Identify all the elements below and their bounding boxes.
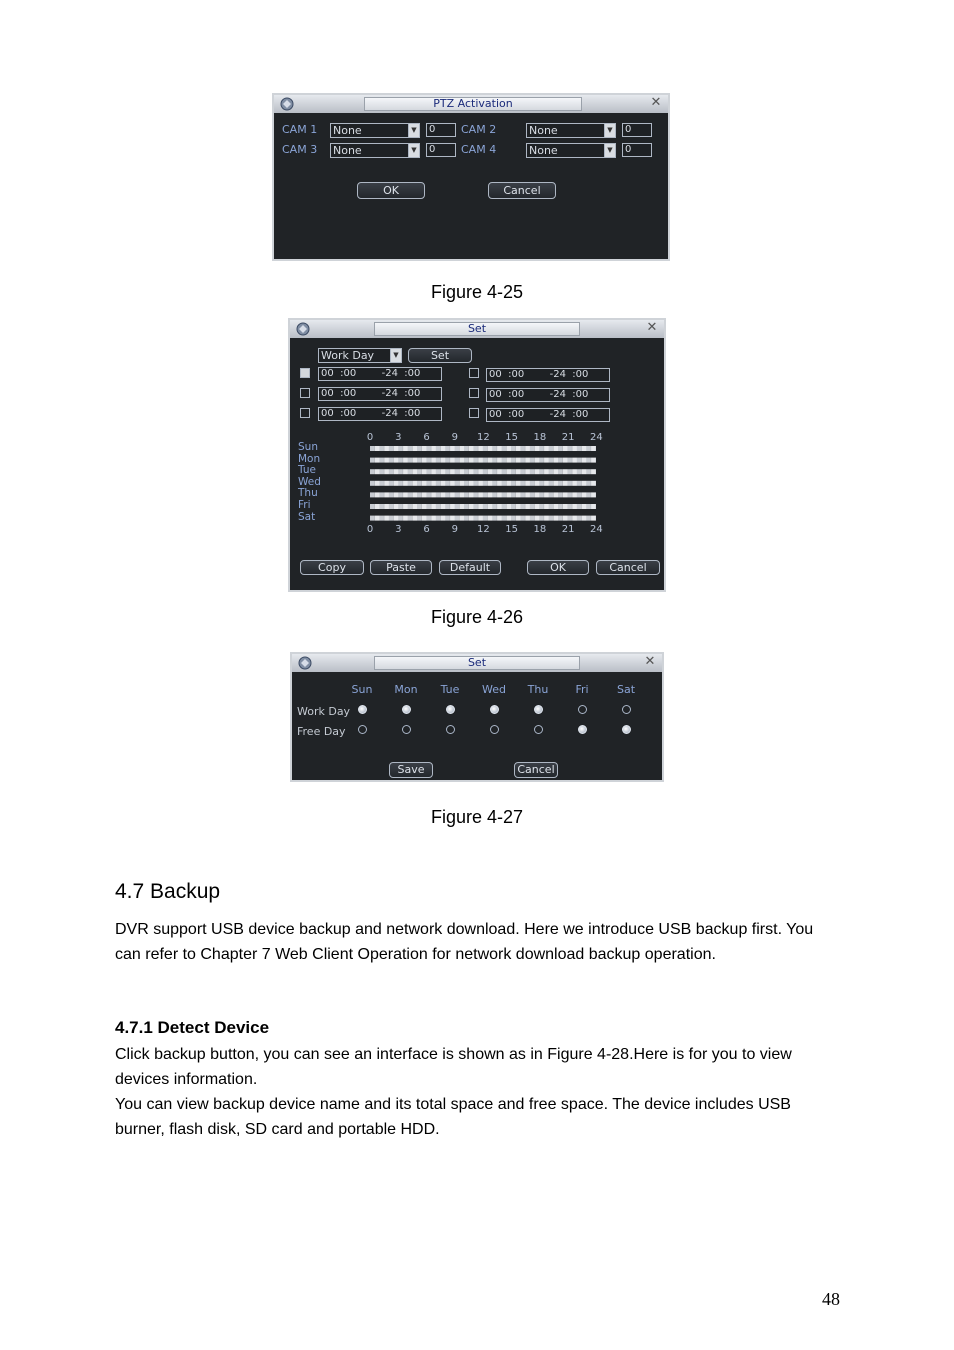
period-time-range[interactable]: 00 :00 -24 :00 — [318, 367, 442, 381]
hour-tick-label: 12 — [477, 432, 490, 443]
cam-label: CAM 1 — [282, 123, 318, 136]
cam1-ptz-select[interactable] — [330, 123, 420, 138]
chevron-down-icon: ▼ — [408, 144, 419, 157]
hour-tick-label: 0 — [366, 524, 374, 535]
figure-caption: Figure 4-25 — [430, 282, 524, 302]
weekday-label: Thu — [527, 683, 549, 696]
free-day-radio[interactable] — [446, 725, 455, 734]
weekday-label: Wed — [482, 683, 506, 696]
hour-tick-label: 3 — [395, 432, 402, 443]
sub-heading: 4.7.1 Detect Device — [115, 1018, 270, 1037]
period-checkbox[interactable] — [469, 388, 479, 398]
hour-tick-label: 18 — [533, 432, 547, 443]
dialog-titlebar — [274, 95, 668, 113]
default-button[interactable]: Default — [439, 560, 501, 575]
close-icon[interactable]: ✕ — [644, 654, 656, 669]
hour-tick-label: 9 — [451, 432, 458, 443]
work-day-radio[interactable] — [622, 705, 631, 714]
day-type-select[interactable] — [318, 348, 402, 363]
page-number: 48 — [822, 1289, 840, 1309]
weekday-label: Mon — [394, 683, 418, 696]
figure-caption: Figure 4-27 — [430, 807, 524, 827]
weekday-label: Fri — [575, 683, 589, 696]
cam-label: CAM 4 — [461, 143, 497, 156]
hour-tick-label: 9 — [451, 524, 458, 535]
hour-tick-label: 3 — [395, 524, 402, 535]
hour-tick-label: 24 — [590, 432, 603, 443]
paragraph: Click backup button, you can see an interface is shown as in Figure 4-28.Here is for you to view devices information. — [115, 1046, 792, 1088]
period-time-range[interactable]: 00 :00 -24 :00 — [486, 368, 610, 382]
dialog-titlebar — [292, 654, 662, 672]
select-value: None — [529, 124, 558, 137]
cancel-button[interactable]: Cancel — [488, 182, 556, 199]
work-day-radio[interactable] — [534, 705, 543, 714]
hour-tick-label: 0 — [366, 432, 374, 443]
period-checkbox[interactable] — [300, 368, 310, 378]
day-label: Tue — [298, 464, 316, 477]
chevron-down-icon: ▼ — [408, 124, 419, 137]
dialog-title: PTZ Activation — [364, 97, 582, 111]
weekday-label: Tue — [440, 683, 460, 696]
day-label: Wed — [298, 475, 321, 488]
work-day-radio[interactable] — [358, 705, 367, 714]
dialog-titlebar — [290, 320, 664, 338]
cam4-ptz-number[interactable]: 0 — [622, 143, 652, 157]
schedule-set-dialog — [288, 318, 666, 592]
cam2-ptz-select[interactable] — [526, 123, 616, 138]
schedule-bars — [370, 444, 596, 521]
hour-tick-label: 18 — [533, 524, 547, 535]
period-checkbox[interactable] — [300, 388, 310, 398]
ok-button[interactable]: OK — [527, 560, 589, 575]
hour-tick-label: 6 — [423, 432, 430, 443]
chevron-down-icon: ▼ — [390, 349, 401, 362]
free-day-radio[interactable] — [534, 725, 543, 734]
day-label: Thu — [298, 487, 318, 500]
day-type-set-dialog — [290, 652, 664, 782]
day-schedule-bar[interactable] — [370, 516, 596, 521]
dvr-logo-icon — [295, 321, 311, 337]
chevron-down-icon: ▼ — [604, 124, 615, 137]
period-time-range[interactable]: 00 :00 -24 :00 — [318, 387, 442, 401]
ok-button[interactable]: OK — [357, 182, 425, 199]
day-label: Sun — [298, 441, 318, 453]
select-value: None — [529, 144, 558, 157]
day-label: Sat — [298, 510, 316, 523]
save-button[interactable]: Save — [389, 762, 433, 778]
cam-label: CAM 2 — [461, 123, 497, 136]
hour-tick-label: 24 — [590, 524, 603, 535]
cam4-ptz-select[interactable] — [526, 143, 616, 158]
hour-tick-label: 21 — [561, 524, 575, 535]
day-label: Fri — [298, 499, 311, 511]
day-label: Mon — [298, 452, 321, 465]
hour-tick-label: 12 — [477, 524, 490, 535]
free-day-radio[interactable] — [402, 725, 411, 734]
work-day-label: Work Day — [297, 705, 351, 718]
free-day-radio[interactable] — [490, 725, 499, 734]
day-schedule-bar[interactable] — [370, 469, 596, 474]
ptz-activation-dialog — [272, 93, 670, 261]
hour-tick-label: 15 — [505, 432, 518, 443]
section-heading: 4.7 Backup — [115, 880, 221, 903]
figure-caption: Figure 4-26 — [430, 607, 524, 627]
weekday-label: Sun — [351, 683, 373, 696]
chevron-down-icon: ▼ — [604, 144, 615, 157]
work-day-radio[interactable] — [490, 705, 499, 714]
select-value: None — [333, 144, 362, 157]
weekday-label: Sat — [616, 683, 636, 696]
set-button[interactable]: Set — [408, 348, 472, 363]
work-day-radio[interactable] — [446, 705, 455, 714]
period-checkbox[interactable] — [300, 408, 310, 418]
paragraph: You can view backup device name and its total space and free space. The device includes USB burner, flash disk, SD card and portable HDD. — [115, 1096, 791, 1138]
day-schedule-bar[interactable] — [370, 446, 596, 451]
cancel-button[interactable]: Cancel — [596, 560, 660, 575]
dialog-title: Set — [374, 656, 580, 670]
cam2-ptz-number[interactable]: 0 — [622, 123, 652, 137]
select-value: None — [333, 124, 362, 137]
day-schedule-bar[interactable] — [370, 504, 596, 509]
cancel-button[interactable]: Cancel — [514, 762, 558, 778]
work-day-radio[interactable] — [402, 705, 411, 714]
period-checkbox[interactable] — [469, 408, 479, 418]
free-day-radio[interactable] — [358, 725, 367, 734]
dvr-logo-icon — [297, 655, 313, 671]
select-value: Work Day — [321, 349, 375, 362]
close-icon[interactable]: ✕ — [650, 95, 662, 110]
cam3-ptz-select[interactable] — [330, 143, 420, 158]
day-schedule-bar[interactable] — [370, 458, 596, 463]
free-day-radio[interactable] — [622, 725, 631, 734]
cam1-ptz-number[interactable]: 0 — [426, 123, 456, 137]
dialog-title: Set — [374, 322, 580, 336]
free-day-radio[interactable] — [578, 725, 587, 734]
schedule-grid[interactable] — [370, 444, 596, 521]
hour-tick-label: 6 — [423, 524, 430, 535]
cam-label: CAM 3 — [282, 143, 318, 156]
copy-button[interactable]: Copy — [300, 560, 364, 575]
free-day-label: Free Day — [297, 725, 346, 738]
work-day-radio[interactable] — [578, 705, 587, 714]
paste-button[interactable]: Paste — [370, 560, 432, 575]
day-schedule-bar[interactable] — [370, 481, 596, 486]
close-icon[interactable]: ✕ — [646, 320, 658, 335]
hour-tick-label: 15 — [505, 524, 518, 535]
hour-tick-label: 21 — [561, 432, 575, 443]
period-time-range[interactable]: 00 :00 -24 :00 — [486, 388, 610, 402]
period-time-range[interactable]: 00 :00 -24 :00 — [486, 408, 610, 422]
day-schedule-bar[interactable] — [370, 492, 596, 497]
period-time-range[interactable]: 00 :00 -24 :00 — [318, 407, 442, 421]
dvr-logo-icon — [279, 96, 295, 112]
period-checkbox[interactable] — [469, 368, 479, 378]
cam3-ptz-number[interactable]: 0 — [426, 143, 456, 157]
intro-paragraph: DVR support USB device backup and network download. Here we introduce USB backup first. You can refer to Chapter 7 Web Client Operation for network download backup operation. — [115, 921, 814, 963]
